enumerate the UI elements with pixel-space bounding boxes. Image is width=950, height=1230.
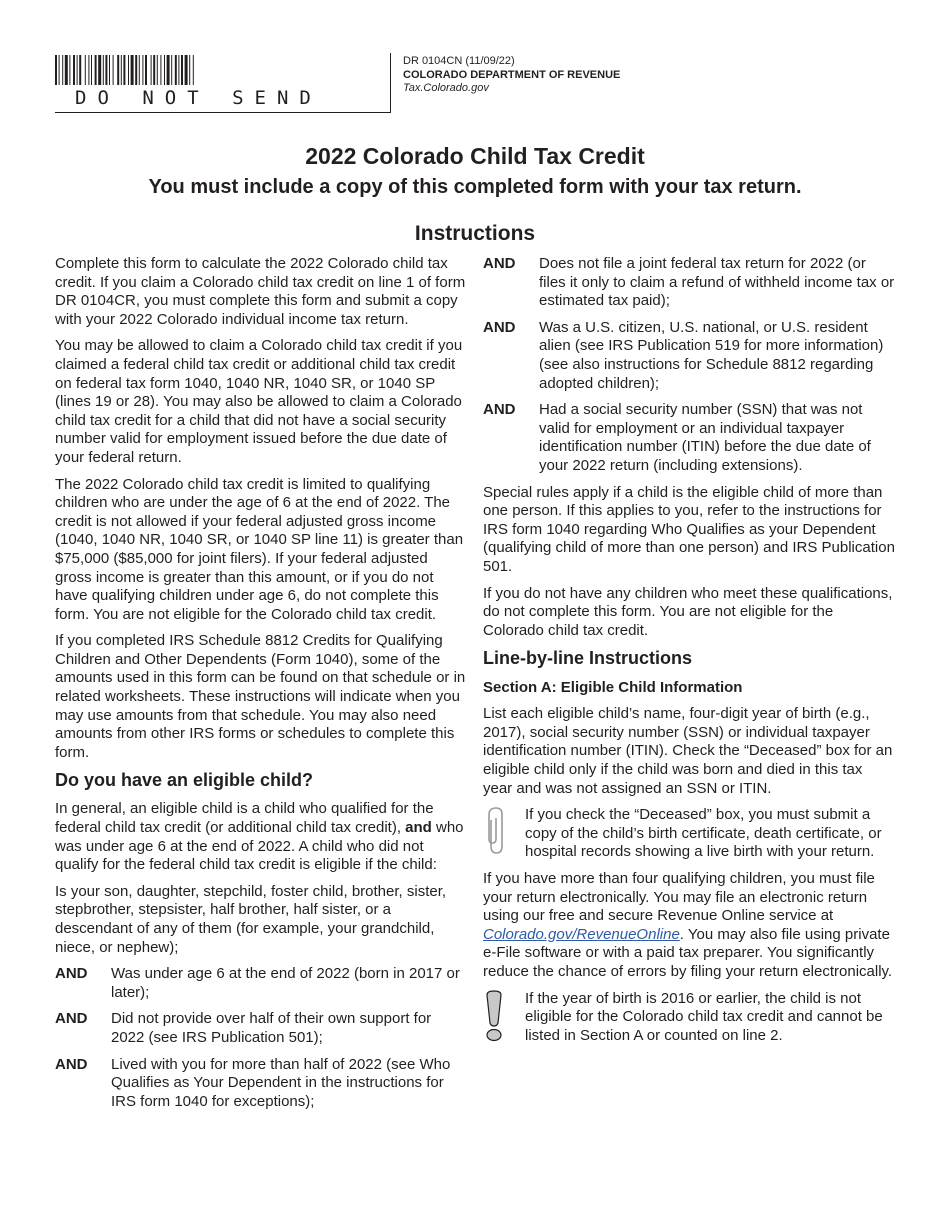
and-label: AND — [55, 965, 88, 983]
eligible-child-text-start: In general, an eligible child is a child who qualified for the federal child tax credit (or additional child tax credit), — [55, 800, 434, 837]
eligible-child-paragraph — [55, 800, 467, 874]
and-item — [483, 319, 895, 393]
and-text: Does not file a joint federal tax return for 2022 (or files it only to claim a refund of withheld income tax or estimated tax paid); — [539, 255, 895, 310]
and-text: Lived with you for more than half of 2022 (see Who Qualifies as Your Dependent in the instructions for IRS form 1040 for exceptions); — [111, 1055, 451, 1110]
special-rules-paragraph: Special rules apply if a child is the eligible child of more than one person. If this applies to you, refer to the instructions for IRS form 1040 regarding Who Qualifies as your Dependent (qualifying child of more than one person) and IRS Publication 501. — [483, 483, 895, 575]
do-not-send-label: DO NOT SEND — [75, 87, 322, 109]
right-column — [483, 255, 895, 1055]
and-item — [483, 401, 895, 475]
and-label: AND — [483, 318, 516, 336]
and-text: Was under age 6 at the end of 2022 (born in 2017 or later); — [111, 965, 460, 1001]
deceased-note — [483, 806, 895, 862]
form-title: 2022 Colorado Child Tax Credit — [305, 143, 645, 169]
and-text: Had a social security number (SSN) that was not valid for employment or an individual taxpayer identification number (ITIN) before the due date of your 2022 return (including extensions). — [539, 401, 871, 474]
department-website: Tax.Colorado.gov — [403, 82, 489, 94]
eligible-child-heading: Do you have an eligible child? — [55, 770, 314, 791]
barcode-block — [55, 53, 391, 113]
eligible-child-and: and — [405, 819, 432, 837]
left-column — [55, 255, 467, 1119]
section-a-heading: Section A: Eligible Child Information — [483, 679, 743, 697]
agency-block — [403, 55, 620, 96]
deceased-note-text: If you check the “Deceased” box, you must submit a copy of the child’s birth certificate, death certificate, or hospital records showing a live birth with your return. — [525, 806, 882, 861]
and-label: AND — [55, 1010, 88, 1028]
paperclip-icon — [483, 806, 525, 862]
year-of-birth-note-text: If the year of birth is 2016 or earlier, the child is not eligible for the Colorado child tax credit and cannot be listed in Section A or counted on line 2. — [525, 989, 883, 1044]
line-by-line-heading: Line-by-line Instructions — [483, 648, 693, 669]
section-a-paragraph: List each eligible child’s name, four-digit year of birth (e.g., 2017), social security number (SSN) or individual taxpayer identification number (ITIN). Check the “Deceased” box for an eligible child only if the child was born and died in this tax year and was not assigned an SSN or ITIN. — [483, 705, 893, 797]
electronic-filing-text-start: If you have more than four qualifying children, you must file your return electronically. You may file an electronic return using our free and secure Revenue Online service at — [483, 870, 875, 925]
and-label: AND — [483, 255, 516, 272]
relationship-paragraph: Is your son, daughter, stepchild, foster child, brother, sister, stepbrother, stepsister, half brother, half sister, or a descendant of any of them (for example, your grandchild, niece, or nephew); — [55, 882, 447, 956]
schedule-8812-paragraph: If you completed IRS Schedule 8812 Credits for Qualifying Children and Other Dependents (Form 1040), some of the amounts used in this form can be found on that schedule or in related worksheets. These instructions will indicate when you may use amounts from that schedule. You may also need amounts from other IRS forms or schedules to complete this form. — [55, 632, 466, 761]
form-number: DR 0104CN (11/09/22) — [403, 55, 515, 67]
and-item — [483, 255, 895, 311]
department-name: COLORADO DEPARTMENT OF REVENUE — [403, 68, 621, 81]
and-text: Did not provide over half of their own support for 2022 (see IRS Publication 501); — [111, 1010, 432, 1046]
eligible-child-text-end: who was under age 6 at the end of 2022. A child who did not qualify for the federal child tax credit is eligible if the child: — [55, 819, 464, 874]
and-label: AND — [483, 401, 516, 419]
eligibility-paragraph: You may be allowed to claim a Colorado child tax credit if you claimed a federal child tax credit or additional child tax credit on federal tax form 1040, 1040 NR, 1040 SR, or 1040 SP (lines 19 or 28). You may also be allowed to claim a Colorado child tax credit for a child that did not have a social security number valid for employment issued before the due date of your federal return. — [55, 337, 463, 466]
and-item — [55, 965, 467, 1002]
and-item — [55, 1010, 467, 1047]
electronic-filing-paragraph — [483, 870, 895, 982]
form-subtitle: You must include a copy of this completed form with your tax return. — [148, 176, 802, 198]
limit-paragraph: The 2022 Colorado child tax credit is limited to qualifying children who are under the age of 6 at the end of 2022. The credit is not allowed if your federal adjusted gross income (1040, 1040 NR, 1040 SR, or 1040 SP line 11) is greater than $75,000 ($85,000 for joint filers). If your federal adjusted gross income is greater than this amount, or if you do not have qualifying children under age 6, do not complete this form. You are not eligible for the Colorado child tax credit. — [55, 475, 464, 623]
no-children-paragraph: If you do not have any children who meet these qualifications, do not complete this form. You are not eligible for the Colorado child tax credit. — [483, 584, 893, 639]
and-label: AND — [55, 1055, 88, 1073]
and-text: Was a U.S. citizen, U.S. national, or U.S. resident alien (see IRS Publication 519 for more information) (see also instructions for Schedule 8812 regarding adopted children); — [539, 318, 884, 392]
revenue-online-link[interactable]: Colorado.gov/RevenueOnline — [483, 925, 680, 943]
barcode-image — [55, 55, 277, 85]
year-of-birth-note — [483, 990, 895, 1048]
intro-paragraph: Complete this form to calculate the 2022 Colorado child tax credit. If you claim a Colorado child tax credit on line 1 of form DR 0104CR, you must complete this form and submit a copy with your 2022 Colorado individual income tax return. — [55, 255, 466, 328]
exclamation-icon — [483, 990, 525, 1048]
instructions-heading: Instructions — [414, 222, 536, 245]
electronic-filing-text-end: . You may also file using private e-File software or with a paid tax preparer. You significantly reduce the chance of errors by filing your return electronically. — [483, 925, 893, 980]
and-item — [55, 1056, 467, 1112]
